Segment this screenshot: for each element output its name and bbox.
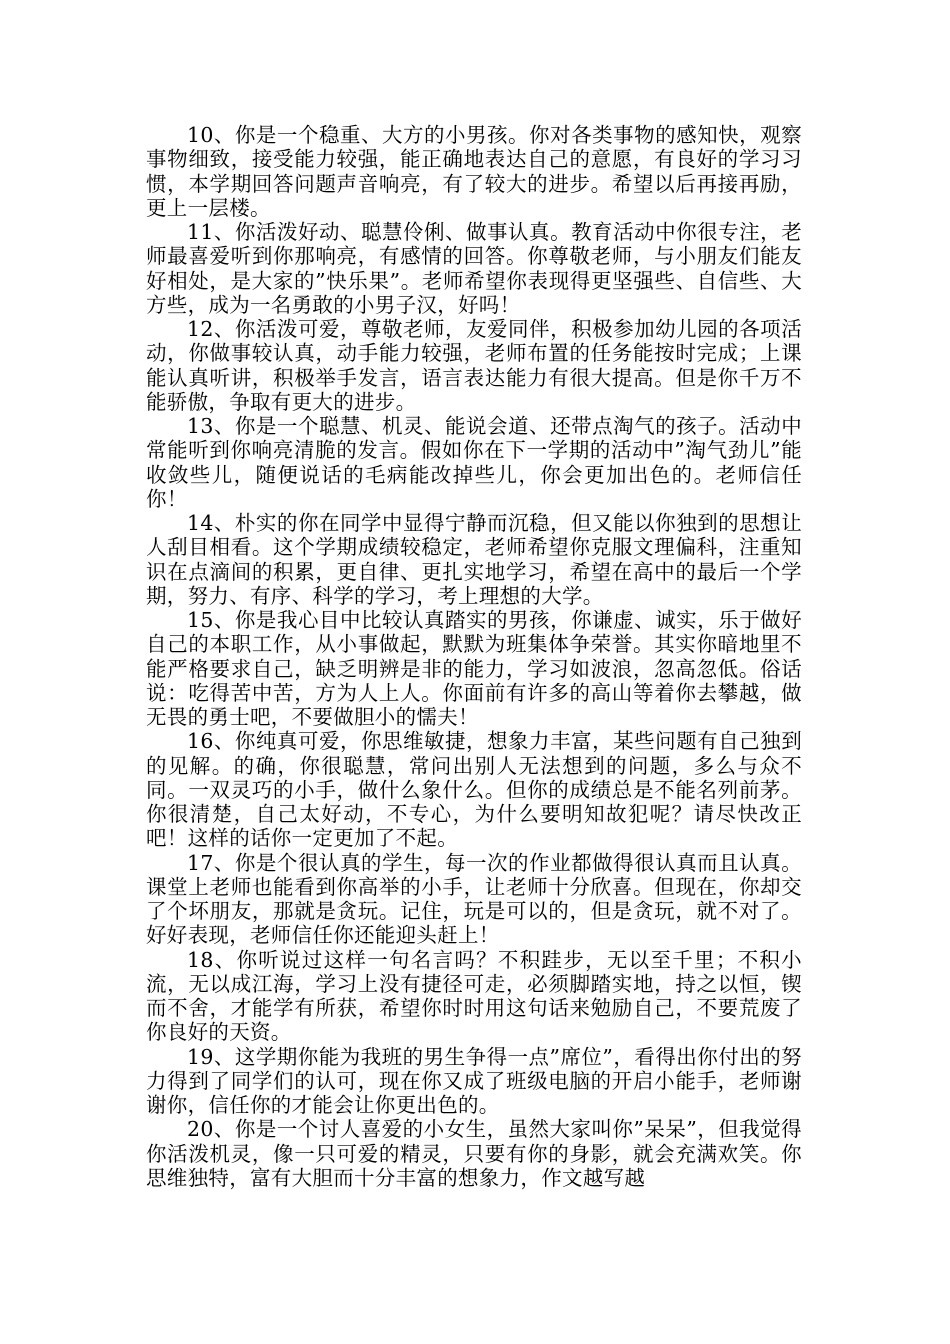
comment-paragraph-17: 17、你是个很认真的学生，每一次的作业都做得很认真而且认真。课堂上老师也能看到你高举的小手，让老师十分欣喜。但现在，你却交了个坏朋友，那就是贪玩。记住，玩是可以的，但是贪玩，就不对了。好好表现，老师信任你还能迎头赶上！ bbox=[146, 850, 802, 948]
comment-paragraph-20: 20、你是一个讨人喜爱的小女生，虽然大家叫你”呆呆”，但我觉得你活泼机灵，像一只可爱的精灵，只要有你的身影，就会充满欢笑。你思维独特，富有大胆而十分丰富的想象力，作文越写越 bbox=[146, 1117, 802, 1190]
document-body bbox=[146, 123, 802, 1190]
comment-paragraph-18: 18、你听说过这样一句名言吗？不积跬步，无以至千里；不积小流，无以成江海，学习上没有捷径可走，必须脚踏实地，持之以恒，锲而不舍，才能学有所获，希望你时时用这句话来勉励自己，不要荒废了你良好的天资。 bbox=[146, 947, 802, 1045]
comment-paragraph-14: 14、朴实的你在同学中显得宁静而沉稳，但又能以你独到的思想让人刮目相看。这个学期成绩较稳定，老师希望你克服文理偏科，注重知识在点滴间的积累，更自律、更扎实地学习，希望在高中的最后一个学期，努力、有序、科学的学习，考上理想的大学。 bbox=[146, 511, 802, 608]
comment-paragraph-10: 10、你是一个稳重、大方的小男孩。你对各类事物的感知快，观察事物细致，接受能力较强，能正确地表达自己的意愿，有良好的学习习惯，本学期回答问题声音响亮，有了较大的进步。希望以后再接再励，更上一层楼。 bbox=[146, 123, 802, 220]
comment-paragraph-15: 15、你是我心目中比较认真踏实的男孩，你谦虚、诚实，乐于做好自己的本职工作，从小事做起，默默为班集体争荣誉。其实你暗地里不能严格要求自己，缺乏明辨是非的能力，学习如波浪，忽高忽低。俗话说：吃得苦中苦，方为人上人。你面前有许多的高山等着你去攀越，做无畏的勇士吧，不要做胆小的懦夫！ bbox=[146, 608, 802, 729]
comment-paragraph-16: 16、你纯真可爱，你思维敏捷，想象力丰富，某些问题有自己独到的见解。的确，你很聪慧，常问出别人无法想到的问题，多么与众不同。一双灵巧的小手，做什么象什么。但你的成绩总是不能名列前茅。你很清楚，自己太好动，不专心，为什么要明知故犯呢？请尽快改正吧！这样的话你一定更加了不起。 bbox=[146, 729, 802, 851]
comment-paragraph-13: 13、你是一个聪慧、机灵、能说会道、还带点淘气的孩子。活动中常能听到你响亮清脆的发言。假如你在下一学期的活动中”淘气劲儿”能收敛些儿，随便说话的毛病能改掉些儿，你会更加出色的。老师信任你！ bbox=[146, 414, 802, 511]
comment-paragraph-19: 19、这学期你能为我班的男生争得一点”席位”，看得出你付出的努力得到了同学们的认可，现在你又成了班级电脑的开启小能手，老师谢谢你，信任你的才能会让你更出色的。 bbox=[146, 1044, 802, 1117]
comment-paragraph-12: 12、你活泼可爱，尊敬老师，友爱同伴，积极参加幼儿园的各项活动，你做事较认真，动手能力较强，老师布置的任务能按时完成；上课能认真听讲，积极举手发言，语言表达能力有很大提高。但是你千万不能骄傲，争取有更大的进步。 bbox=[146, 317, 802, 414]
comment-paragraph-11: 11、你活泼好动、聪慧伶俐、做事认真。教育活动中你很专注，老师最喜爱听到你那响亮，有感情的回答。你尊敬老师，与小朋友们能友好相处，是大家的”快乐果”。老师希望你表现得更坚强些、自信些、大方些，成为一名勇敢的小男子汉，好吗！ bbox=[146, 220, 802, 317]
